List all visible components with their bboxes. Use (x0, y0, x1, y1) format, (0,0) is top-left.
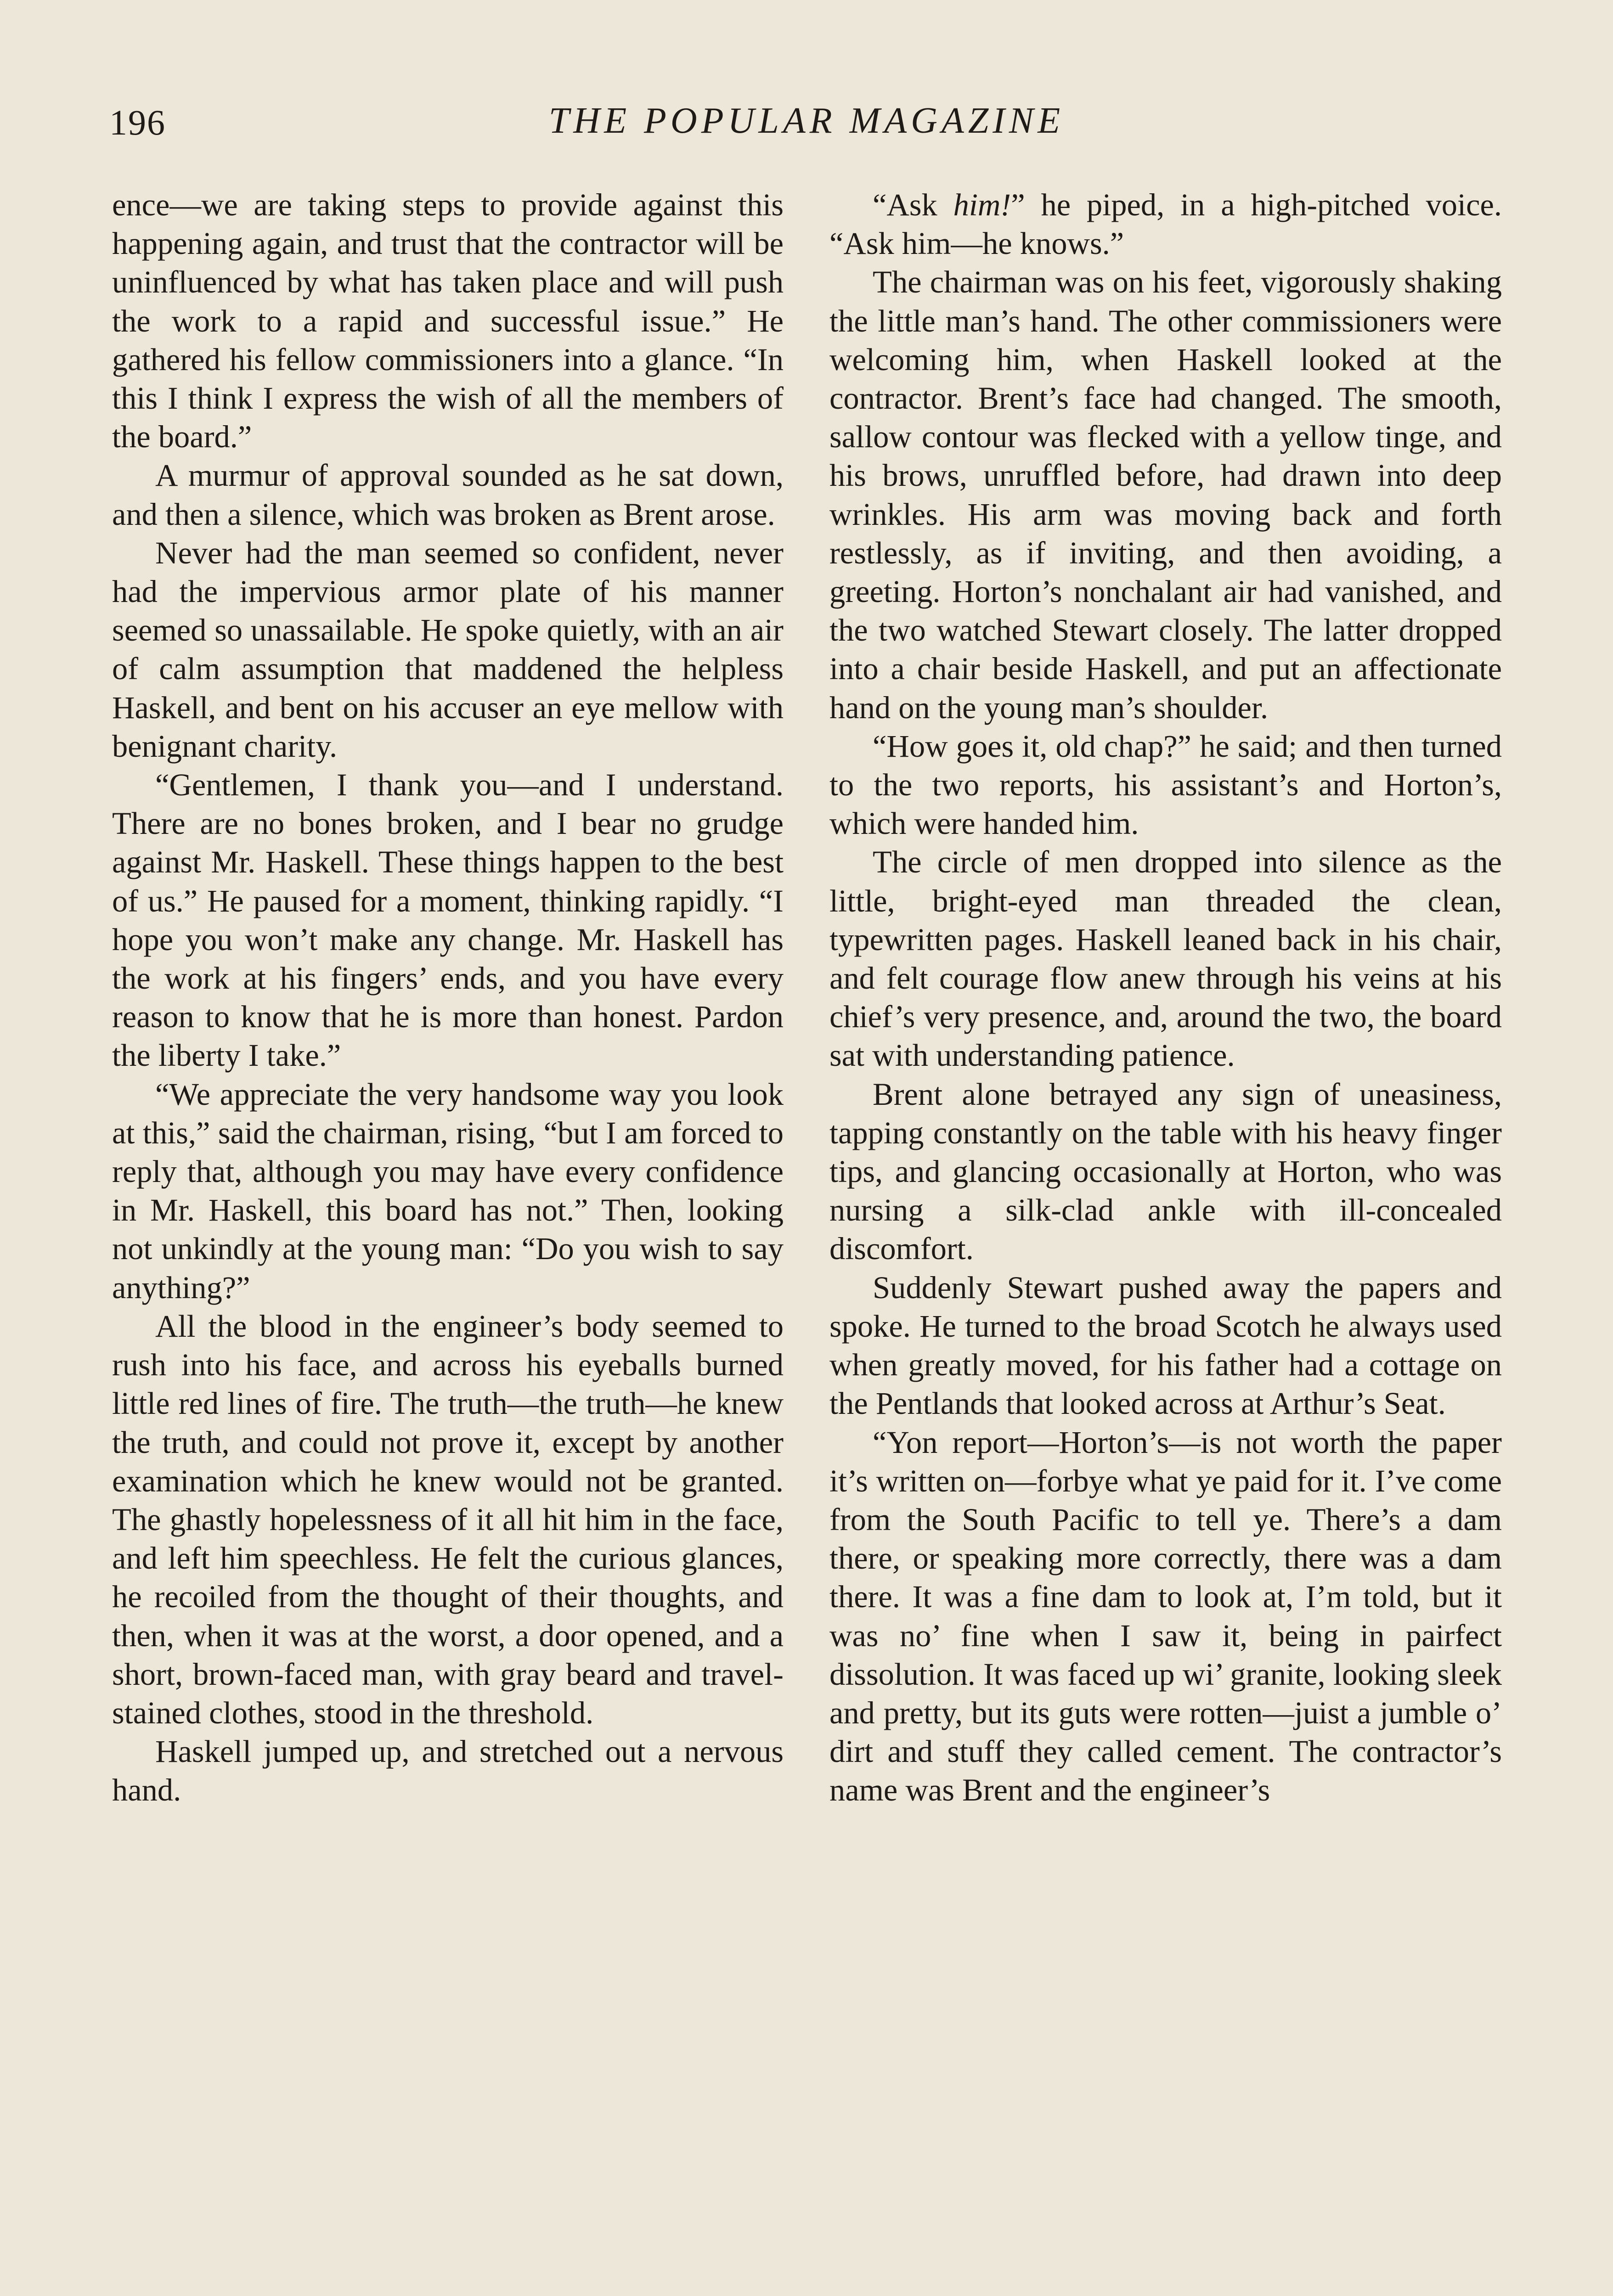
paragraph: Never had the man seemed so confident, never had the impervious armor plate of his manner seemed so unassailable. He spoke quietly, with an air of calm assumption that maddened the helpless Haskell, and bent on his accuser an eye mellow with benignant charity. (112, 535, 784, 764)
paragraph: “We appreciate the very handsome way you look at this,” said the chairman, rising, “but I am forced to reply that, although you may have every confidence in Mr. Haskell, this board has not.” Then, looking not unkindly at the young man: “Do you wish to say anything?” (112, 1076, 784, 1305)
paragraph: ence—we are taking steps to provide against this happening again, and trust that the contractor will be uninfluenced by what has taken place and will push the work to a rapid and successful issue.” He gathered his fellow commissioners into a glance. “In this I think I express the wish of all the members of the board.” (112, 187, 784, 455)
running-head: THE POPULAR MAGAZINE (548, 101, 1065, 141)
paragraph: “How goes it, old chap?” he said; and then turned to the two reports, his assistant’s and Horton’s, which were handed him. (829, 728, 1502, 841)
paragraph: Haskell jumped up, and stretched out a nervous hand. (112, 1734, 784, 1808)
paragraph: “Ask him!” he piped, in a high-pitched voice. “Ask him—he knows.” (829, 187, 1502, 261)
paragraph: Suddenly Stewart pushed away the papers and spoke. He turned to the broad Scotch he always used when greatly moved, for his father had a cottage on the Pentlands that looked across at Arthur’s Seat. (829, 1270, 1502, 1421)
paragraph: “Yon report—Horton’s—is not worth the paper it’s written on—forbye what ye paid for it. I’ve come from the South Pacific to tell ye. There’s a dam there, or speaking more correctly, there was a dam there. It was a fine dam to look at, I’m told, but it was no’ fine when I saw it, being in pairfect dissolution. It was faced up wi’ granite, looking sleek and pretty, but its guts were rotten—juist a jumble o’ dirt and stuff they called cement. The contractor’s name was Brent and the engineer’s (829, 1424, 1502, 1808)
paragraph: The chairman was on his feet, vigorously shaking the little man’s hand. The other commissioners were welcoming him, when Haskell looked at the contractor. Brent’s face had changed. The smooth, sallow contour was flecked with a yellow tinge, and his brows, unruffled before, had drawn into deep wrinkles. His arm was moving back and forth restlessly, as if inviting, and then avoiding, a greeting. Horton’s nonchalant air had vanished, and the two watched Stewart closely. The latter dropped into a chair beside Haskell, and put an affectionate hand on the young man’s shoulder. (829, 264, 1502, 725)
paragraph: A murmur of approval sounded as he sat down, and then a silence, which was broken as Brent arose. (112, 458, 784, 532)
right-column (829, 186, 1502, 1810)
paragraph: The circle of men dropped into silence as the little, bright-eyed man threaded the clean, typewritten pages. Haskell leaned back in his chair, and felt courage flow anew through his veins at his chief’s very presence, and, around the two, the board sat with understanding patience. (829, 844, 1502, 1073)
page-number: 196 (109, 102, 166, 142)
emphasis: him! (953, 187, 1011, 222)
paragraph: Brent alone betrayed any sign of uneasiness, tapping constantly on the table with his heavy finger tips, and glancing occasionally at Horton, who was nursing a silk-clad ankle with ill-concealed discomfort. (829, 1076, 1502, 1266)
paragraph: “Gentlemen, I thank you—and I understand. There are no bones broken, and I bear no grudge against Mr. Haskell. These things happen to the best of us.” He paused for a moment, thinking rapidly. “I hope you won’t make any change. Mr. Haskell has the work at his fingers’ ends, and you have every reason to know that he is more than honest. Pardon the liberty I take.” (112, 767, 784, 1073)
paragraph: All the blood in the engineer’s body seemed to rush into his face, and across his eyeballs burned little red lines of fire. The truth—the truth—he knew the truth, and could not prove it, except by another examination which he knew would not be granted. The ghastly hopelessness of it all hit him in the face, and left him speechless. He felt the curious glances, he recoiled from the thought of their thoughts, and then, when it was at the worst, a door opened, and a short, brown-faced man, with gray beard and travel-stained clothes, stood in the threshold. (112, 1308, 784, 1730)
left-column (112, 186, 784, 1810)
